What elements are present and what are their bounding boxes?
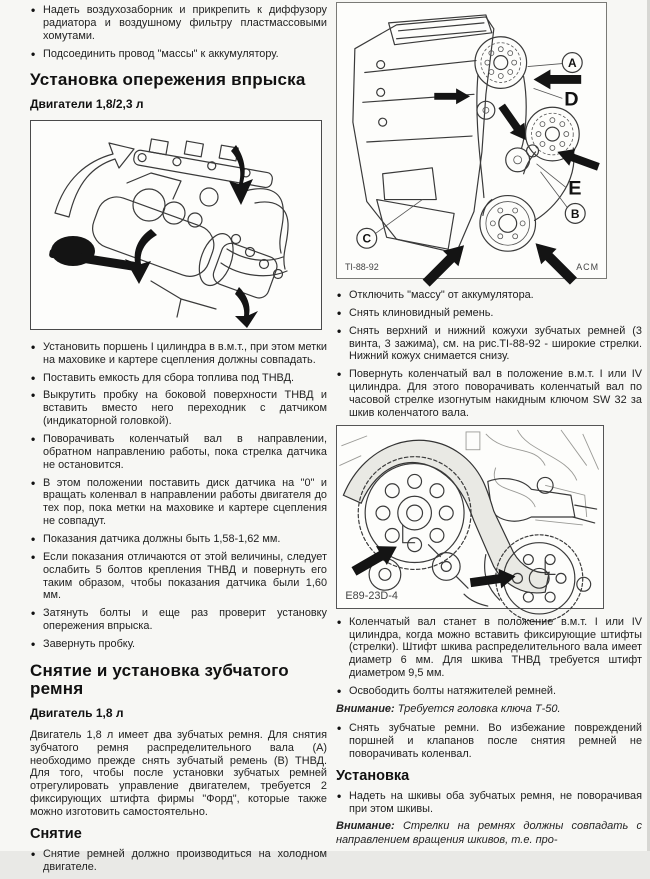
install-bullet-list bbox=[336, 790, 642, 816]
list-item: • Надеть воздухозаборник и прикрепить к диффузору радиатора и воздушному фильтру пластмассовыми хомутами. bbox=[30, 4, 327, 43]
timing-procedure-list bbox=[30, 341, 327, 651]
list-item: • Повернуть коленчатый вал в положение в.м.т. I или IV цилиндра. Для этого поворачивать коленчатый вал по часовой стрелке изогнутым накидным ключом SW 32 за шкив коленчатого вала. bbox=[336, 368, 642, 419]
injection-pump-illustration bbox=[31, 121, 321, 329]
engines-subtitle: Двигатели 1,8/2,3 л bbox=[30, 96, 144, 111]
figure-camshaft-sprocket-closeup bbox=[336, 425, 604, 609]
warning-text: Требуется головка ключа Т-50. bbox=[394, 702, 561, 715]
figure-caption-code: TI-88-92 bbox=[344, 262, 379, 273]
list-item: • Надеть на шкивы оба зубчатых ремня, не поворачивая при этом шкивы. bbox=[336, 790, 642, 816]
section-title-belt-removal: Снятие и установка зубчатого ремня bbox=[30, 660, 289, 699]
list-item: • Подсоединить провод "массы" к аккумулятору. bbox=[30, 48, 327, 61]
list-item: • Установить поршень I цилиндра в в.м.т., при этом метки на маховике и картере сцепления должны совпадать. bbox=[30, 341, 327, 367]
intro-bullet-list bbox=[30, 4, 327, 60]
subheading-installation: Установка bbox=[336, 767, 410, 784]
engine-timing-belt-illustration bbox=[337, 3, 606, 278]
warning-note-arrows bbox=[336, 820, 642, 846]
section-title-injection-timing: Установка опережения впрыска bbox=[30, 70, 306, 90]
list-item: • В этом положении поставить диск датчика на "0" и вращать коленвал в направлении работы двигателя до тех пор, пока метки на маховике и картере сцепления не совпадут. bbox=[30, 477, 327, 528]
list-item: • Затянуть болты и еще раз проверит установку опережения впрыска. bbox=[30, 607, 327, 633]
list-item: • Если показания отличаются от этой величины, следует ослабить 5 болтов крепления ТНВД и повернуть его таким образом, чтобы показания датчика были 1,60 мм. bbox=[30, 551, 327, 602]
list-item: • Снятие ремней должно производиться на холодном двигателе. bbox=[30, 848, 327, 874]
belt-procedure-list bbox=[336, 289, 642, 420]
list-item: • Снять зубчатые ремни. Во избежание повреждений поршней и клапанов после снятия ремней не поворачивать коленвал. bbox=[336, 722, 642, 761]
list-item: • Снять клиновидный ремень. bbox=[336, 307, 642, 320]
list-item: • Снять верхний и нижний кожухи зубчатых ремней (3 винта, 3 зажима), см. на рис.TI-88-92 - широкие стрелки. Нижний кожух снимается снизу. bbox=[336, 325, 642, 364]
list-item: • Поставить емкость для сбора топлива под ТНВД. bbox=[30, 372, 327, 385]
right-column bbox=[336, 0, 642, 853]
camshaft-closeup-illustration bbox=[337, 426, 603, 608]
tdc-procedure-list bbox=[336, 616, 642, 698]
circled-label-b: B bbox=[570, 206, 580, 221]
list-item: • Коленчатый вал станет в положение в.м.т. I или IV цилиндра, когда можно вставить фиксирующие штифты (стрелки). Штифт шкива распределительного вала имеет диаметр 6 мм. Для шкива ТНВД требуется штифт диаметром 9,5 мм. bbox=[336, 616, 642, 680]
left-column bbox=[30, 0, 327, 879]
figure-code-acm: ACM bbox=[576, 262, 600, 273]
removal-bullet-list bbox=[30, 848, 327, 874]
list-item: • Отключить "массу" от аккумулятора. bbox=[336, 289, 642, 302]
list-item: • Завернуть пробку. bbox=[30, 638, 327, 651]
belt-intro-paragraph: Двигатель 1,8 л имеет два зубчатых ремня. Для снятия зубчатого ремня распределительного вала (А) необходимо прежде снять зубчатый ремень (В) ТНВД. Для того, чтобы после установки зубчатых ремней отрегулировать управление двигателем, требуется 2 фиксирующих штифта фирмы "Форд", которые также можно изготовить самостоятельно. bbox=[30, 728, 327, 819]
list-item: • Освободить болты натяжителей ремней. bbox=[336, 685, 642, 698]
circled-label-c: C bbox=[362, 231, 372, 246]
figure-caption-code: E89-23D-4 bbox=[345, 589, 398, 602]
label-e: E bbox=[568, 177, 582, 200]
warning-text: Стрелки на ремнях должны совпадать с направлением вращения шкивов, т.е. про- bbox=[336, 820, 642, 846]
subheading-removal: Снятие bbox=[30, 826, 82, 843]
list-item: • Выкрутить пробку на боковой поверхности ТНВД и вставить вместо него переходник с датчиком (индикаторной головкой). bbox=[30, 389, 327, 428]
remove-belts-list bbox=[336, 722, 642, 761]
warning-label: Внимание: bbox=[336, 702, 395, 715]
label-d: D bbox=[564, 88, 579, 111]
warning-note-tool bbox=[336, 703, 642, 716]
circled-label-a: A bbox=[567, 56, 577, 71]
figure-injection-pump-drawing bbox=[30, 120, 322, 330]
engine-subtitle: Двигатель 1,8 л bbox=[30, 705, 124, 720]
list-item: • Поворачивать коленчатый вал в направлении, обратном направлению работы, пока стрелка датчика не остановится. bbox=[30, 433, 327, 472]
figure-engine-timing-belts bbox=[336, 2, 607, 279]
list-item: • Показания датчика должны быть 1,58-1,62 мм. bbox=[30, 533, 327, 546]
warning-label: Внимание: bbox=[336, 820, 395, 833]
